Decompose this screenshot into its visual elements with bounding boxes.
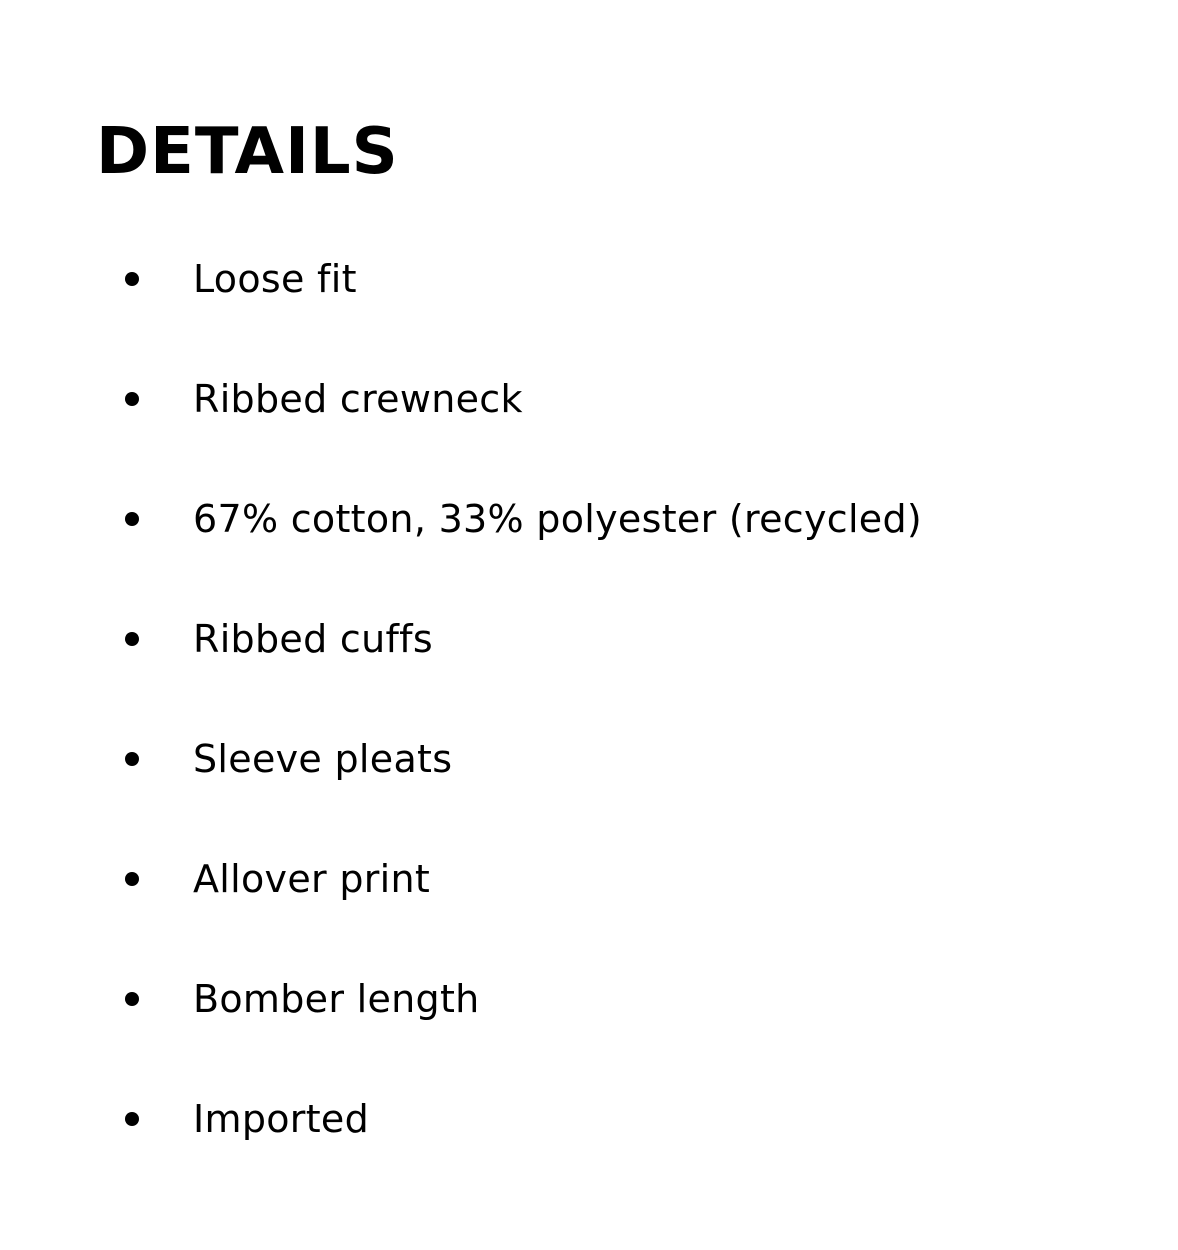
bullet-icon bbox=[125, 992, 139, 1006]
details-list-item bbox=[0, 939, 1000, 1059]
bullet-icon bbox=[125, 392, 139, 406]
details-item-text: Bomber length bbox=[193, 977, 480, 1021]
bullet-icon bbox=[125, 512, 139, 526]
details-list-item bbox=[0, 219, 1000, 339]
details-list-item bbox=[0, 1059, 1000, 1179]
details-item-text: Loose fit bbox=[193, 257, 357, 301]
details-item-text: 67% cotton, 33% polyester (recycled) bbox=[193, 497, 923, 541]
details-list-item bbox=[0, 579, 1000, 699]
details-list-item bbox=[0, 339, 1000, 459]
details-item-text: Ribbed cuffs bbox=[193, 617, 433, 661]
details-item-text: Ribbed crewneck bbox=[193, 377, 523, 421]
details-item-text: Allover print bbox=[193, 857, 431, 901]
bullet-icon bbox=[125, 752, 139, 766]
details-list-item bbox=[0, 819, 1000, 939]
details-list-item bbox=[0, 459, 1000, 579]
bullet-icon bbox=[125, 1112, 139, 1126]
details-item-text: Imported bbox=[193, 1097, 370, 1141]
details-list-item bbox=[0, 699, 1000, 819]
bullet-icon bbox=[125, 632, 139, 646]
details-heading: DETAILS bbox=[96, 115, 399, 189]
bullet-icon bbox=[125, 872, 139, 886]
bullet-icon bbox=[125, 272, 139, 286]
details-item-text: Sleeve pleats bbox=[193, 737, 453, 781]
details-list bbox=[0, 219, 1000, 1179]
